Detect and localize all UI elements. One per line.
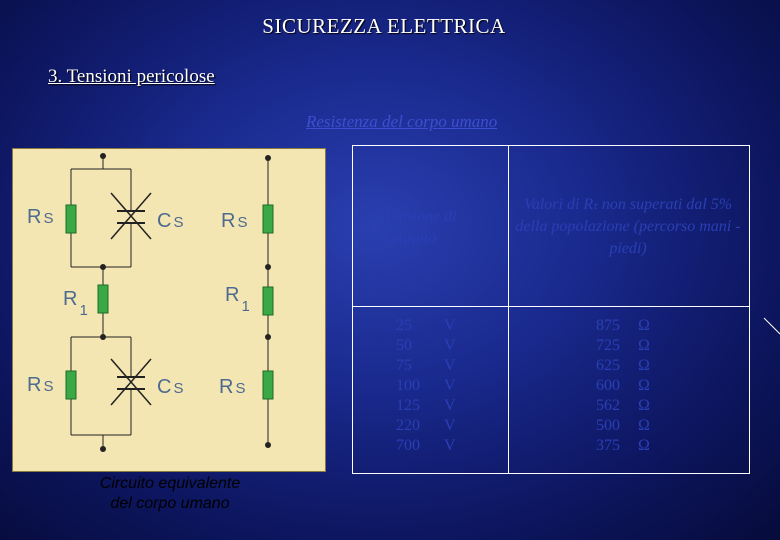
resistance-value: 625 — [596, 357, 620, 374]
voltage-unit: V — [444, 357, 456, 374]
section-heading: Resistenza del corpo umano — [306, 112, 498, 131]
resistance-unit: Ω — [638, 357, 650, 374]
resistance-value: 875 — [596, 317, 620, 334]
resistance-value: 600 — [596, 377, 620, 394]
voltage-value: 75 — [396, 357, 412, 374]
resistance-unit: Ω — [638, 377, 650, 394]
voltage-value: 125 — [396, 397, 420, 414]
rs-label-bottom-left: R S — [27, 374, 54, 396]
voltage-value: 50 — [396, 337, 412, 354]
circuit-caption-line2: del corpo umano — [110, 495, 230, 512]
resistance-value: 500 — [596, 417, 620, 434]
resistance-value: 375 — [596, 437, 620, 454]
resistance-unit: Ω — [638, 337, 650, 354]
cs-label-top: C S — [157, 210, 184, 232]
circuit-caption-line1: Circuito equivalente — [99, 475, 241, 492]
resistance-unit: Ω — [638, 437, 650, 454]
voltage-unit: V — [444, 417, 456, 434]
voltage-value: 100 — [396, 377, 420, 394]
slide-title: SICUREZZA ELETTRICA — [262, 14, 506, 38]
voltage-value: 25 — [396, 317, 412, 334]
table-header-resistance: Valori di Rₜ non superati dal 5% della popolazione (percorso mani - piedi) — [515, 196, 741, 257]
cs-label-bottom: C S — [157, 376, 184, 398]
resistance-value: 725 — [596, 337, 620, 354]
voltage-unit: V — [444, 317, 456, 334]
resistance-unit: Ω — [638, 417, 650, 434]
voltage-unit: V — [444, 377, 456, 394]
resistance-unit: Ω — [638, 317, 650, 334]
voltage-value: 700 — [396, 437, 420, 454]
resistance-unit: Ω — [638, 397, 650, 414]
voltage-unit: V — [444, 437, 456, 454]
voltage-value: 220 — [396, 417, 420, 434]
table-header-voltage: Tensione di contatto — [384, 208, 457, 247]
voltage-unit: V — [444, 397, 456, 414]
rs-label-top-left: R S — [27, 206, 54, 228]
r1-label-right: $R_1$ — [225, 284, 250, 315]
rs-label-top-right: R S — [221, 210, 248, 232]
r1-label-left: $R_1$ — [63, 288, 88, 319]
resistance-value: 562 — [596, 397, 620, 414]
voltage-unit: V — [444, 337, 456, 354]
rs-label-bottom-right: R S — [219, 376, 246, 398]
slide-subtitle: 3. Tensioni pericolose — [48, 66, 215, 87]
